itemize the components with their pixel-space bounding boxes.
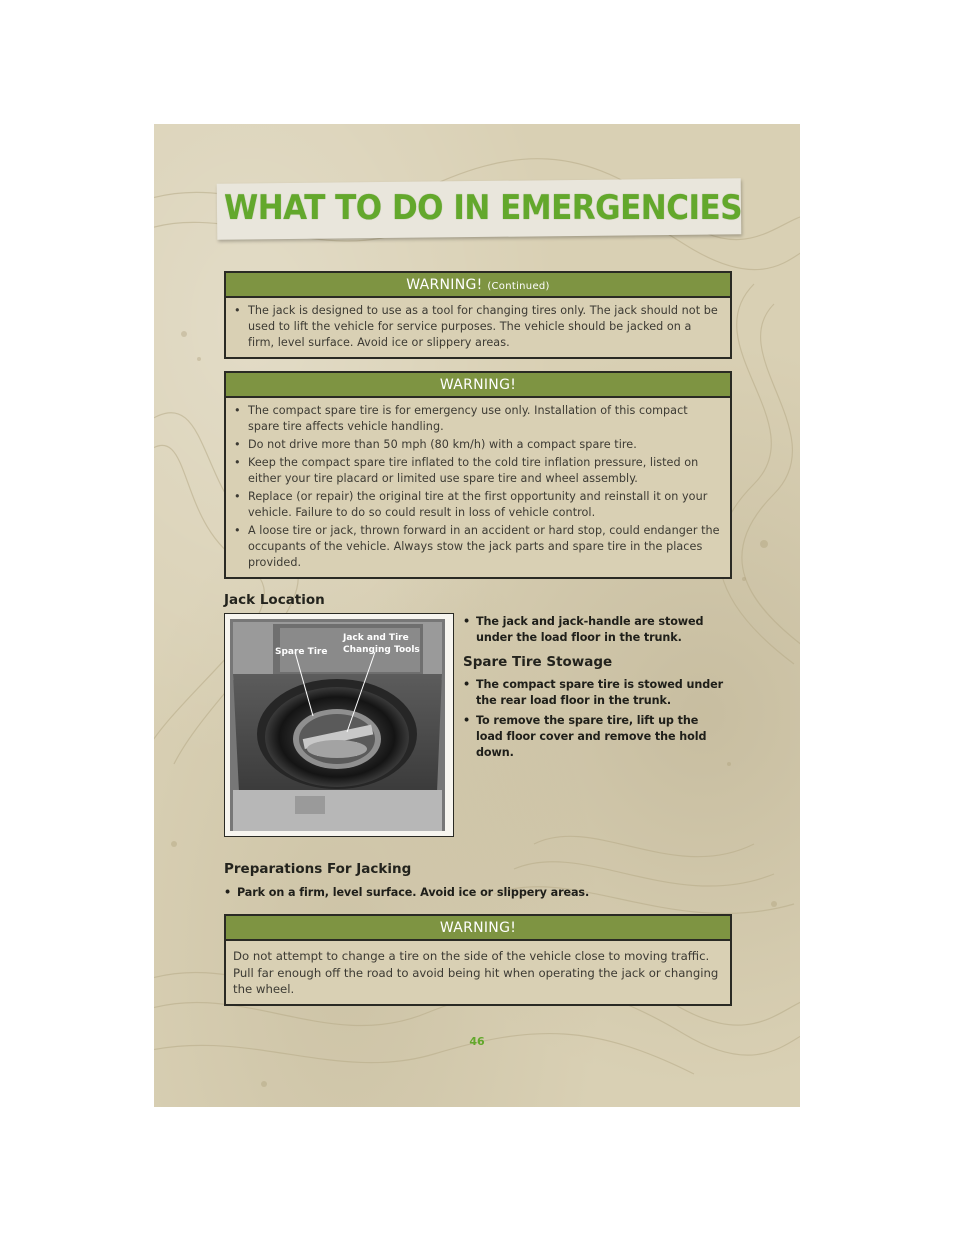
- warning-item: • Keep the compact spare tire inflated to the cold tire inflation pressure, listed on either your tire placard or limited use spare tire and wheel assembly.: [234, 455, 720, 487]
- photo-label-jack-tools: Jack and Tire Changing Tools: [343, 633, 420, 655]
- page-title: WHAT TO DO IN EMERGENCIES: [224, 188, 743, 228]
- warning-header: [226, 273, 730, 298]
- warning-box-spare-tire: [224, 371, 732, 579]
- warning-item: • Replace (or repair) the original tire at the first opportunity and reinstall it on your vehicle. Failure to do so could result in loss of vehicle control.: [234, 489, 720, 521]
- preparations-heading: Preparations For Jacking: [224, 861, 412, 877]
- warning-item: • The compact spare tire is for emergency use only. Installation of this compact spare tire affects vehicle handling.: [234, 403, 720, 435]
- trunk-spare-tire-photo: [225, 614, 452, 835]
- warning-item: • Do not drive more than 50 mph (80 km/h) with a compact spare tire.: [234, 437, 720, 453]
- spare-stowage-item: • The compact spare tire is stowed under the rear load floor in the trunk.: [463, 677, 728, 709]
- page-number: 46: [469, 1035, 485, 1048]
- warning-item: • The jack is designed to use as a tool for changing tires only. The jack should not be used to lift the vehicle for service purposes. The vehicle should be jacked on a firm, level surface. Avoid ice or slippery areas.: [234, 303, 720, 351]
- spare-stowage-item: • To remove the spare tire, lift up the load floor cover and remove the hold down.: [463, 713, 728, 761]
- trunk-photo-frame: [224, 613, 454, 837]
- warning-box-jack-use: [224, 271, 732, 359]
- jack-location-item: • The jack and jack-handle are stowed under the load floor in the trunk.: [463, 614, 728, 646]
- manual-page: [154, 124, 800, 1107]
- warning-text: Do not attempt to change a tire on the side of the vehicle close to moving traffic. Pull far enough off the road to avoid being hit when operating the jack or changing the wheel.: [233, 949, 719, 996]
- warning-heading: WARNING!: [406, 277, 483, 293]
- photo-label-spare-tire: Spare Tire: [275, 647, 328, 657]
- preparations-bullets: [224, 885, 734, 905]
- warning-list: [226, 298, 730, 357]
- spare-tire-stowage-heading: Spare Tire Stowage: [463, 654, 613, 670]
- warning-item: • A loose tire or jack, thrown forward in an accident or hard stop, could endanger the occupants of the vehicle. Always stow the jack parts and spare tire in the places provided.: [234, 523, 720, 571]
- warning-list: [226, 398, 730, 577]
- preparations-item: • Park on a firm, level surface. Avoid ice or slippery areas.: [224, 885, 734, 901]
- jack-location-heading: Jack Location: [224, 592, 325, 608]
- spare-stowage-bullets: [463, 677, 728, 765]
- warning-header: [226, 916, 730, 941]
- warning-header: [226, 373, 730, 398]
- warning-heading: WARNING!: [439, 920, 517, 936]
- warning-heading: WARNING!: [439, 377, 517, 393]
- warning-box-traffic: [224, 914, 732, 1006]
- warning-heading-continued: (Continued): [487, 281, 550, 292]
- jack-location-bullets: [463, 614, 728, 650]
